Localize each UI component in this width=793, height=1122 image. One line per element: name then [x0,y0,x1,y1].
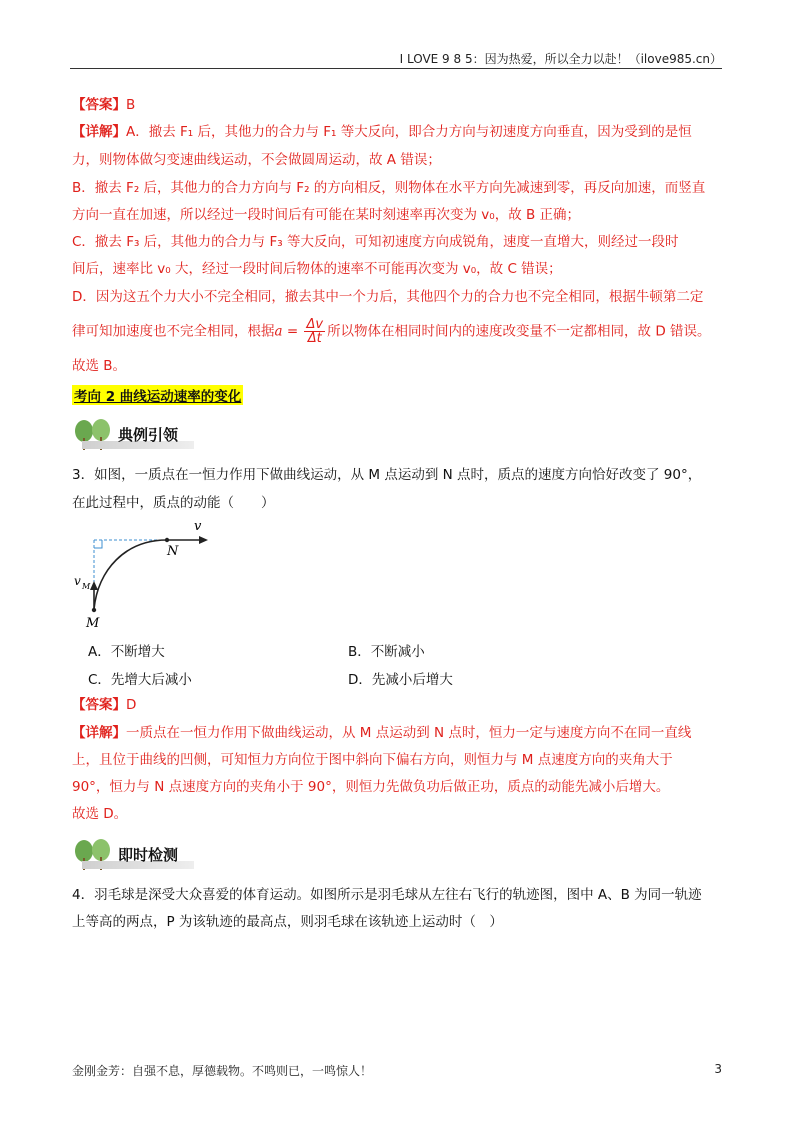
banner-title: 典例引领 [118,426,179,444]
q2-detail-line-6: 间后，速率比 v₀ 大，经过一段时间后物体的速率不可能再次变为 v₀，故 C 错误； [72,261,562,277]
q4-stem-line-2: 上等高的两点，P 为该轨迹的最高点，则羽毛球在该轨迹上运动时（ ） [72,914,503,930]
footer-motto: 金刚金芳：自强不息，厚德载物。不鸣则已，一鸣惊人！ [72,1064,373,1078]
q2-detail-line-4: 方向一直在加速，所以经过一段时间后有可能在某时刻速率再次变为 v₀，故 B 正确； [72,207,581,223]
q3-stem-line-2: 在此过程中，质点的动能（ ） [72,495,275,511]
label-m: M [86,616,100,631]
q3-stem-line-1: 3．如图，一质点在一恒力作用下做曲线运动，从 M 点运动到 N 点时，质点的速度方向恰好改变了 90°， [72,467,702,483]
label-vm-sub: M [82,582,91,591]
point-n [165,538,169,542]
formula-a: a [274,323,283,340]
q3-option-b: B．不断减小 [348,644,425,660]
formula-denominator: Δt [307,331,322,346]
q3-figure [70,515,220,635]
header-rule [70,68,722,69]
q3-answer [72,695,136,715]
q2-line8-post: 所以物体在相同时间内的速度改变量不一定都相同，故 D 错误。 [327,323,711,340]
q3-detail-label: 【详解】 [72,725,126,741]
label-v: v [194,519,202,534]
q2-answer [72,95,135,115]
q3-conclusion: 故选 D。 [72,806,128,822]
label-n: N [167,544,179,559]
section-banner-check [72,838,194,874]
q3-detail-line-2: 上，且位于曲线的凹侧，可知恒力方向位于图中斜向下偏右方向，则恒力与 M 点速度方向的夹角大于 [72,752,673,768]
q2-detail-line-3: B．撤去 F₂ 后，其他力的合力方向与 F₂ 的方向相反，则物体在水平方向先减速到零，再反向加速，而竖直 [72,180,706,196]
q2-detail-label: 【详解】 [72,124,126,140]
q2-answer-label: 【答案】 [72,97,126,113]
formula-fraction [304,318,325,345]
right-angle-mark [94,540,102,548]
q3-answer-value: D [126,697,137,713]
q2-detail-line-7: D．因为这五个力大小不完全相同，撤去其中一个力后，其他四个力的合力也不完全相同，根据牛顿第二定 [72,289,704,305]
trajectory-curve [94,540,167,609]
topic-heading: 考向 2 曲线运动速率的变化 [72,385,243,405]
q2-detail-line-5: C．撤去 F₃ 后，其他力的合力与 F₃ 等大反向，可知初速度方向成锐角，速度一直增大，则经过一段时 [72,234,679,250]
q3-detail-line-1 [72,723,691,743]
banner-title: 即时检测 [118,846,179,864]
page-number: 3 [714,1062,722,1076]
q2-conclusion: 故选 B。 [72,358,127,374]
q2-answer-value: B [126,97,136,113]
q2-detail-text: A．撤去 F₁ 后，其他力的合力与 F₁ 等大反向，即合力方向与初速度方向垂直，因为受到的是恒 [126,124,692,140]
q3-detail-line-3: 90°，恒力与 N 点速度方向的夹角小于 90°，则恒力先做负功后做正功，质点的动能先减小后增大。 [72,779,670,795]
q3-answer-label: 【答案】 [72,697,126,713]
arrowhead-n [199,536,208,544]
q2-detail-line-2: 力，则物体做匀变速曲线运动，不会做圆周运动，故 A 错误； [72,152,441,168]
page-header: I LOVE 9 8 5：因为热爱，所以全力以赴！（ilove985.cn） [399,52,722,66]
q4-stem-line-1: 4．羽毛球是深受大众喜爱的体育运动。如图所示是羽毛球从左往右飞行的轨迹图，图中 A、B 为同一轨迹 [72,887,702,903]
point-m [92,608,96,612]
arrowhead-m [90,581,98,590]
q2-detail-line-8 [72,318,711,345]
q3-option-c: C．先增大后减小 [88,672,192,688]
q3-detail-text: 一质点在一恒力作用下做曲线运动，从 M 点运动到 N 点时，恒力一定与速度方向不在同一直线 [126,725,692,741]
q3-option-a: A．不断增大 [88,644,165,660]
formula-numerator: Δv [306,317,324,332]
q2-line8-pre: 律可知加速度也不完全相同，根据 [72,323,275,340]
q3-option-d: D．先减小后增大 [348,672,453,688]
section-banner-examples [72,418,194,454]
q2-detail-line-1 [72,122,692,142]
formula-eq: = [282,323,303,340]
label-vm: v [74,574,81,588]
